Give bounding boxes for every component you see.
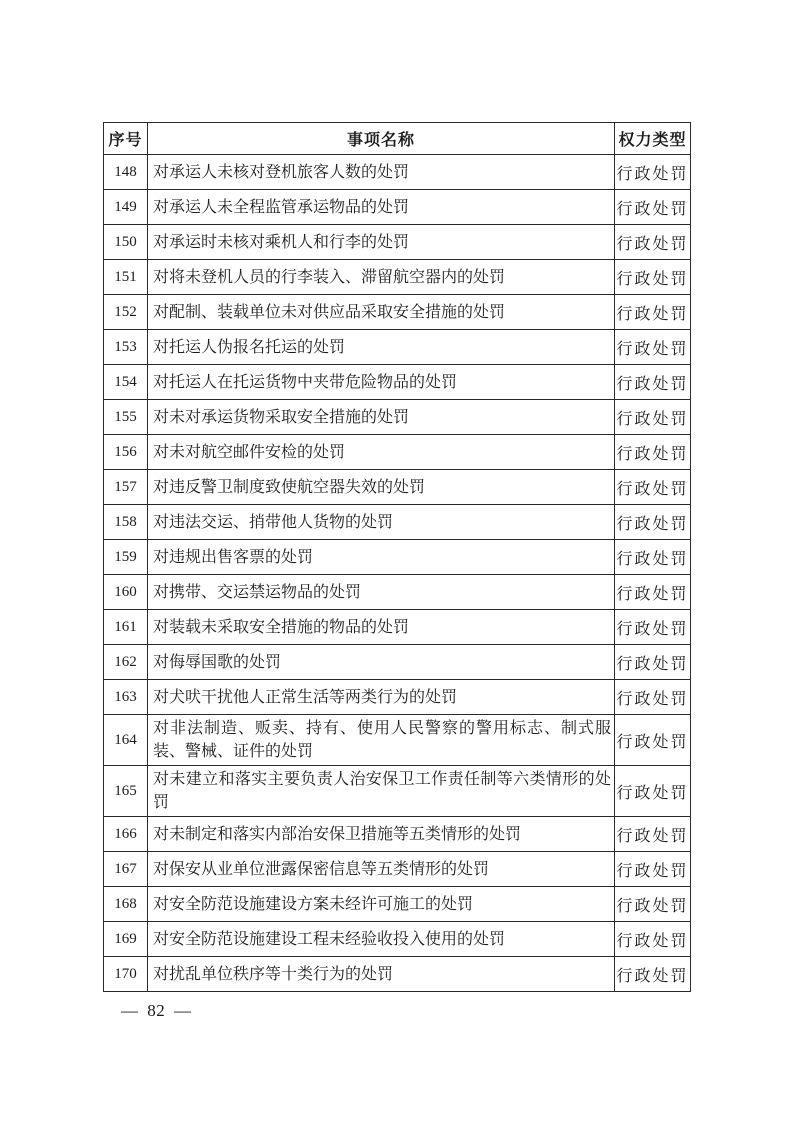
table-body: [104, 155, 691, 992]
table-row: [104, 365, 691, 400]
power-type-cell: 行政处罚: [615, 852, 691, 887]
power-type-cell: 行政处罚: [615, 365, 691, 400]
item-name-cell: 对承运人未核对登机旅客人数的处罚: [148, 155, 615, 190]
row-number-cell: 170: [104, 957, 148, 992]
item-name-cell: 对未制定和落实内部治安保卫措施等五类情形的处罚: [148, 817, 615, 852]
row-number-cell: 162: [104, 645, 148, 680]
power-type-cell: 行政处罚: [615, 645, 691, 680]
table-row: [104, 295, 691, 330]
power-type-cell: 行政处罚: [615, 817, 691, 852]
row-number-cell: 149: [104, 190, 148, 225]
power-type-cell: 行政处罚: [615, 295, 691, 330]
item-name-cell: 对托运人伪报名托运的处罚: [148, 330, 615, 365]
power-type-cell: 行政处罚: [615, 435, 691, 470]
table-row: [104, 470, 691, 505]
power-type-cell: 行政处罚: [615, 225, 691, 260]
column-header-name: 事项名称: [148, 123, 615, 155]
table-row: [104, 330, 691, 365]
power-type-cell: 行政处罚: [615, 400, 691, 435]
item-name-cell: 对违法交运、捎带他人货物的处罚: [148, 505, 615, 540]
item-name-cell: 对托运人在托运货物中夹带危险物品的处罚: [148, 365, 615, 400]
power-type-cell: 行政处罚: [615, 610, 691, 645]
power-type-cell: 行政处罚: [615, 190, 691, 225]
item-name-cell: 对装载未采取安全措施的物品的处罚: [148, 610, 615, 645]
row-number-cell: 157: [104, 470, 148, 505]
item-name-cell: 对扰乱单位秩序等十类行为的处罚: [148, 957, 615, 992]
row-number-cell: 159: [104, 540, 148, 575]
column-header-type: 权力类型: [615, 123, 691, 155]
table-row: [104, 715, 691, 766]
item-name-cell: 对承运时未核对乘机人和行李的处罚: [148, 225, 615, 260]
item-name-cell: 对未对航空邮件安检的处罚: [148, 435, 615, 470]
table-row: [104, 922, 691, 957]
row-number-cell: 160: [104, 575, 148, 610]
row-number-cell: 164: [104, 715, 148, 766]
item-name-cell: 对未建立和落实主要负责人治安保卫工作责任制等六类情形的处罚: [148, 766, 615, 817]
item-name-cell: 对将未登机人员的行李装入、滞留航空器内的处罚: [148, 260, 615, 295]
row-number-cell: 167: [104, 852, 148, 887]
table-row: [104, 887, 691, 922]
power-type-cell: 行政处罚: [615, 957, 691, 992]
row-number-cell: 150: [104, 225, 148, 260]
column-header-no: 序号: [104, 123, 148, 155]
item-name-cell: 对配制、装载单位未对供应品采取安全措施的处罚: [148, 295, 615, 330]
item-name-cell: 对未对承运货物采取安全措施的处罚: [148, 400, 615, 435]
row-number-cell: 154: [104, 365, 148, 400]
table-row: [104, 505, 691, 540]
row-number-cell: 158: [104, 505, 148, 540]
table-row: [104, 645, 691, 680]
power-type-cell: 行政处罚: [615, 887, 691, 922]
power-type-cell: 行政处罚: [615, 766, 691, 817]
table-row: [104, 155, 691, 190]
row-number-cell: 151: [104, 260, 148, 295]
item-name-cell: 对承运人未全程监管承运物品的处罚: [148, 190, 615, 225]
table-row: [104, 190, 691, 225]
items-table: [103, 122, 691, 992]
row-number-cell: 155: [104, 400, 148, 435]
table-row: [104, 680, 691, 715]
power-type-cell: 行政处罚: [615, 155, 691, 190]
item-name-cell: 对携带、交运禁运物品的处罚: [148, 575, 615, 610]
power-type-cell: 行政处罚: [615, 680, 691, 715]
item-name-cell: 对违规出售客票的处罚: [148, 540, 615, 575]
row-number-cell: 163: [104, 680, 148, 715]
power-type-cell: 行政处罚: [615, 330, 691, 365]
item-name-cell: 对安全防范设施建设工程未经验收投入使用的处罚: [148, 922, 615, 957]
table-row: [104, 766, 691, 817]
row-number-cell: 152: [104, 295, 148, 330]
table-row: [104, 435, 691, 470]
power-type-cell: 行政处罚: [615, 470, 691, 505]
table-row: [104, 957, 691, 992]
table-row: [104, 610, 691, 645]
row-number-cell: 156: [104, 435, 148, 470]
row-number-cell: 153: [104, 330, 148, 365]
table-row: [104, 540, 691, 575]
row-number-cell: 169: [104, 922, 148, 957]
table-row: [104, 260, 691, 295]
power-type-cell: 行政处罚: [615, 540, 691, 575]
table-row: [104, 817, 691, 852]
power-type-cell: 行政处罚: [615, 922, 691, 957]
row-number-cell: 148: [104, 155, 148, 190]
item-name-cell: 对侮辱国歌的处罚: [148, 645, 615, 680]
row-number-cell: 168: [104, 887, 148, 922]
row-number-cell: 166: [104, 817, 148, 852]
table-row: [104, 225, 691, 260]
item-name-cell: 对保安从业单位泄露保密信息等五类情形的处罚: [148, 852, 615, 887]
table-row: [104, 400, 691, 435]
power-type-cell: 行政处罚: [615, 715, 691, 766]
item-name-cell: 对犬吠干扰他人正常生活等两类行为的处罚: [148, 680, 615, 715]
table-header-row: [104, 123, 691, 155]
power-type-cell: 行政处罚: [615, 575, 691, 610]
item-name-cell: 对违反警卫制度致使航空器失效的处罚: [148, 470, 615, 505]
item-name-cell: 对安全防范设施建设方案未经许可施工的处罚: [148, 887, 615, 922]
page-number: — 82 —: [121, 1001, 192, 1020]
table-row: [104, 575, 691, 610]
power-type-cell: 行政处罚: [615, 505, 691, 540]
item-name-cell: 对非法制造、贩卖、持有、使用人民警察的警用标志、制式服装、警械、证件的处罚: [148, 715, 615, 766]
power-type-cell: 行政处罚: [615, 260, 691, 295]
row-number-cell: 165: [104, 766, 148, 817]
row-number-cell: 161: [104, 610, 148, 645]
table-row: [104, 852, 691, 887]
